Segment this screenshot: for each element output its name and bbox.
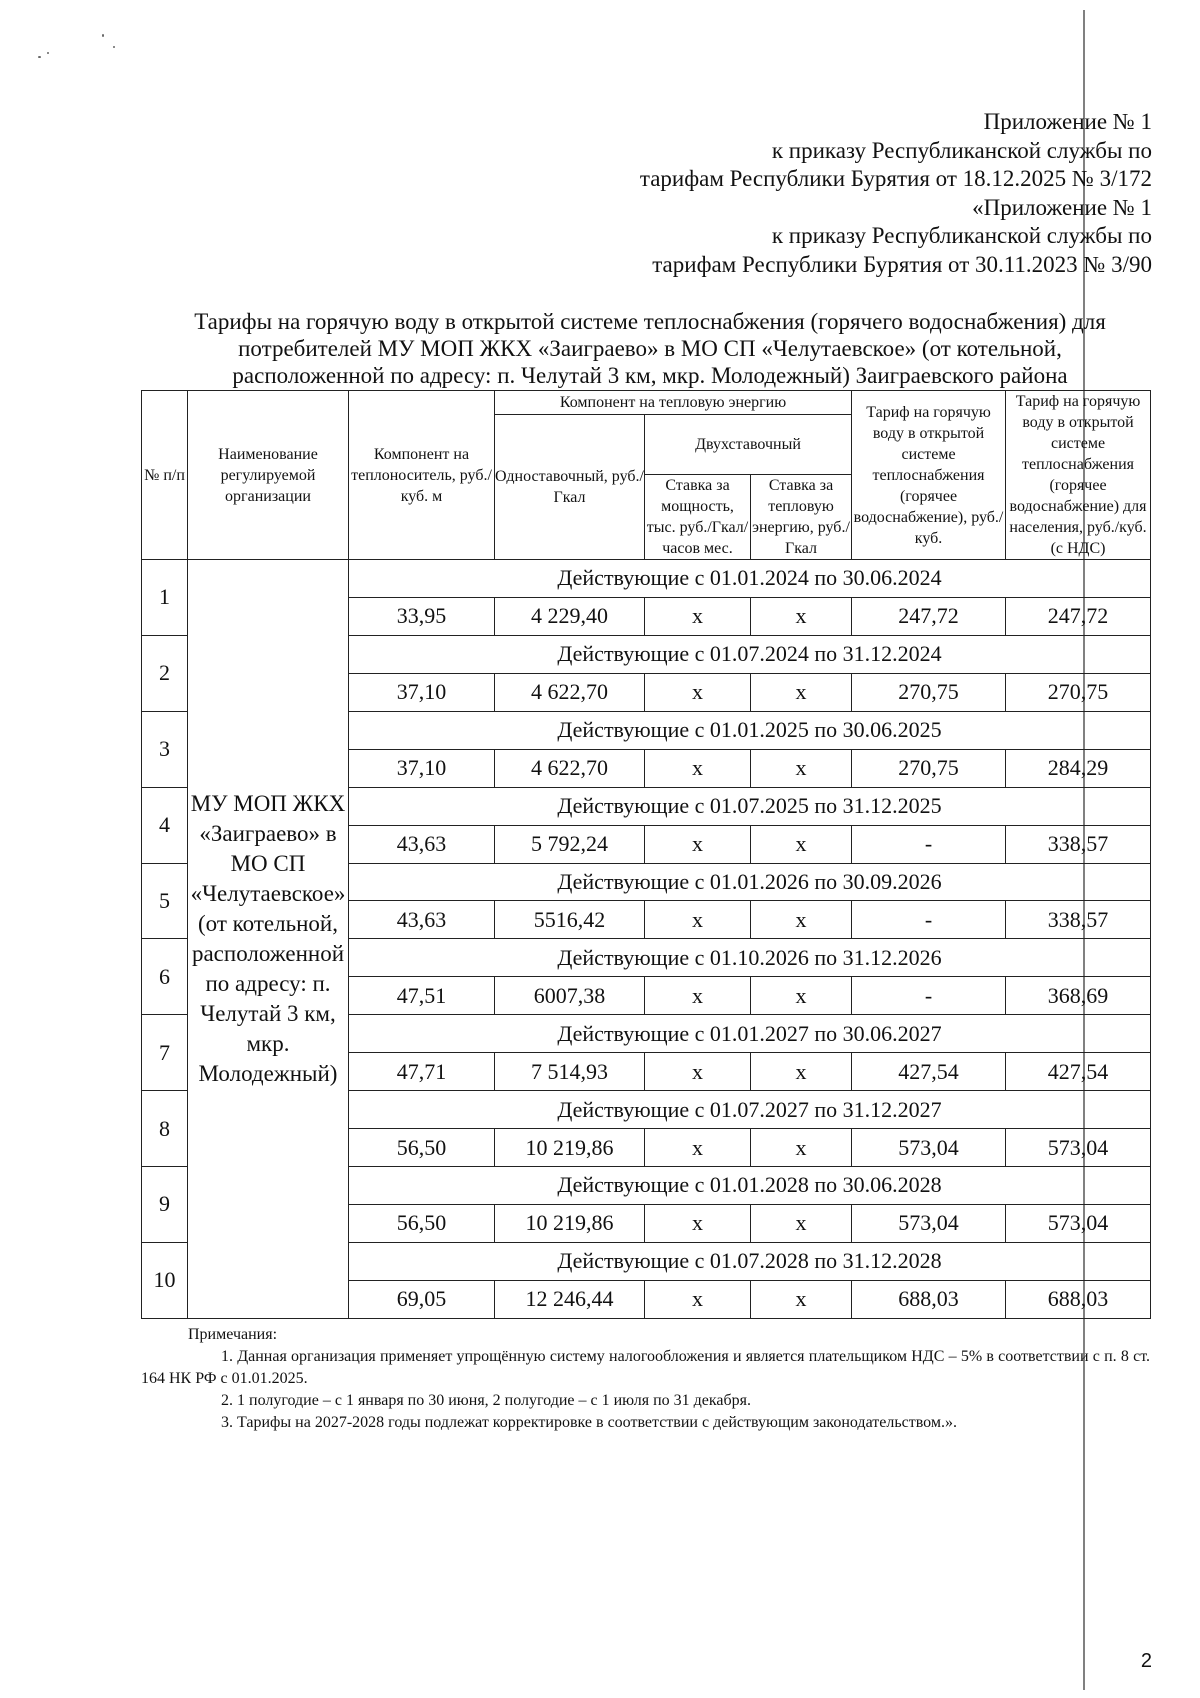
- cell-tariff-population: 284,29: [1006, 749, 1151, 787]
- cell-energy-rate: x: [751, 597, 852, 635]
- header-tariff: Тариф на горячую воду в открытой системе теплоснабжения (горячее водоснабжение), руб./куб.: [852, 391, 1006, 560]
- period-label: Действующие с 01.01.2024 по 30.06.2024: [349, 560, 1151, 598]
- cell-single-rate: 5516,42: [495, 901, 645, 939]
- cell-tariff: 247,72: [852, 597, 1006, 635]
- cell-tariff-population: 368,69: [1006, 977, 1151, 1015]
- cell-tariff-population: 573,04: [1006, 1204, 1151, 1242]
- row-number: 5: [142, 863, 188, 939]
- cell-tariff-population: 270,75: [1006, 673, 1151, 711]
- title-line: потребителей МУ МОП ЖКХ «Заиграево» в МО СП «Челутаевское» (от котельной,: [238, 336, 1062, 361]
- header-line: тарифам Республики Бурятия от 18.12.2025 № 3/172: [639, 166, 1152, 191]
- cell-tariff: -: [852, 901, 1006, 939]
- document-title: [150, 308, 1150, 389]
- note-item: 2. 1 полугодие – с 1 января по 30 июня, 2 полугодие – с 1 июля по 31 декабря.: [221, 1392, 752, 1409]
- row-number: 10: [142, 1242, 188, 1318]
- cell-carrier: 37,10: [349, 673, 495, 711]
- period-label: Действующие с 01.01.2026 по 30.09.2026: [349, 863, 1151, 901]
- cell-carrier: 33,95: [349, 597, 495, 635]
- row-number: 7: [142, 1015, 188, 1091]
- cell-single-rate: 4 229,40: [495, 597, 645, 635]
- cell-tariff-population: 338,57: [1006, 825, 1151, 863]
- cell-energy-rate: x: [751, 1204, 852, 1242]
- cell-tariff: 688,03: [852, 1280, 1006, 1318]
- cell-carrier: 56,50: [349, 1129, 495, 1167]
- period-label: Действующие с 01.01.2028 по 30.06.2028: [349, 1167, 1151, 1205]
- note-item: 3. Тарифы на 2027-2028 годы подлежат корректировке в соответствии с действующим законодательством.».: [221, 1414, 957, 1431]
- cell-single-rate: 5 792,24: [495, 825, 645, 863]
- cell-energy-rate: x: [751, 673, 852, 711]
- period-label: Действующие с 01.10.2026 по 31.12.2026: [349, 939, 1151, 977]
- cell-capacity-rate: x: [645, 1053, 751, 1091]
- header-energy-group: Компонент на тепловую энергию: [495, 391, 852, 415]
- cell-tariff-population: 573,04: [1006, 1129, 1151, 1167]
- row-number: 3: [142, 711, 188, 787]
- cell-capacity-rate: x: [645, 825, 751, 863]
- cell-energy-rate: x: [751, 825, 852, 863]
- row-number: 6: [142, 939, 188, 1015]
- header-two-rate: Двухставочный: [645, 415, 852, 475]
- cell-single-rate: 7 514,93: [495, 1053, 645, 1091]
- cell-capacity-rate: x: [645, 597, 751, 635]
- cell-tariff-population: 427,54: [1006, 1053, 1151, 1091]
- cell-tariff: -: [852, 977, 1006, 1015]
- tariff-table: [141, 390, 1151, 1319]
- scan-speck: [102, 34, 104, 37]
- header-line: Приложение № 1: [983, 109, 1152, 134]
- period-label: Действующие с 01.07.2027 по 31.12.2027: [349, 1091, 1151, 1129]
- row-number: 8: [142, 1091, 188, 1167]
- cell-tariff-population: 338,57: [1006, 901, 1151, 939]
- period-label: Действующие с 01.01.2027 по 30.06.2027: [349, 1015, 1151, 1053]
- header-line: к приказу Республиканской службы по: [771, 223, 1152, 248]
- cell-tariff-population: 247,72: [1006, 597, 1151, 635]
- cell-energy-rate: x: [751, 1129, 852, 1167]
- cell-single-rate: 4 622,70: [495, 749, 645, 787]
- header-org: Наименование регулируемой организации: [188, 391, 349, 560]
- header-line: «Приложение № 1: [972, 194, 1152, 220]
- cell-capacity-rate: x: [645, 1129, 751, 1167]
- cell-carrier: 43,63: [349, 901, 495, 939]
- notes-section: [141, 1324, 1150, 1434]
- cell-tariff: 427,54: [852, 1053, 1006, 1091]
- period-label: Действующие с 01.07.2028 по 31.12.2028: [349, 1242, 1151, 1280]
- cell-capacity-rate: x: [645, 673, 751, 711]
- cell-energy-rate: x: [751, 1280, 852, 1318]
- cell-energy-rate: x: [751, 901, 852, 939]
- period-label: Действующие с 01.07.2025 по 31.12.2025: [349, 787, 1151, 825]
- table-body: [142, 560, 1151, 1319]
- cell-capacity-rate: x: [645, 901, 751, 939]
- row-number: 4: [142, 787, 188, 863]
- cell-single-rate: 10 219,86: [495, 1204, 645, 1242]
- cell-tariff: 573,04: [852, 1129, 1006, 1167]
- cell-energy-rate: x: [751, 749, 852, 787]
- cell-capacity-rate: x: [645, 1280, 751, 1318]
- page-number: 2: [1140, 1650, 1152, 1672]
- cell-single-rate: 10 219,86: [495, 1129, 645, 1167]
- org-name: МУ МОП ЖКХ «Заиграево» в МО СП «Челутаевское» (от котельной, расположенной по адресу: п. Челутай 3 км, мкр. Молодежный): [188, 560, 349, 1319]
- cell-single-rate: 6007,38: [495, 977, 645, 1015]
- header-tariff-population: Тариф на горячую воду в открытой системе теплоснабжения (горячее водоснабжение) для населения, руб./куб. (с НДС): [1006, 391, 1151, 560]
- cell-tariff: 270,75: [852, 673, 1006, 711]
- cell-capacity-rate: x: [645, 977, 751, 1015]
- header-single-rate: Одноставочный, руб./Гкал: [495, 415, 645, 560]
- cell-carrier: 37,10: [349, 749, 495, 787]
- header-capacity-rate: Ставка за мощность, тыс. руб./Гкал/ часов мес.: [645, 475, 751, 560]
- cell-tariff: 573,04: [852, 1204, 1006, 1242]
- scan-speck: [38, 56, 41, 58]
- cell-tariff-population: 688,03: [1006, 1280, 1151, 1318]
- cell-carrier: 43,63: [349, 825, 495, 863]
- cell-capacity-rate: x: [645, 749, 751, 787]
- title-line: Тарифы на горячую воду в открытой системе теплоснабжения (горячего водоснабжения) для: [194, 309, 1106, 334]
- title-line: расположенной по адресу: п. Челутай 3 км, мкр. Молодежный) Заиграевского района: [232, 363, 1068, 388]
- row-number: 9: [142, 1167, 188, 1243]
- period-row: [142, 560, 1151, 598]
- cell-tariff: 270,75: [852, 749, 1006, 787]
- row-number: 2: [142, 635, 188, 711]
- row-number: 1: [142, 560, 188, 636]
- header-line: к приказу Республиканской службы по: [771, 137, 1152, 163]
- cell-energy-rate: x: [751, 1053, 852, 1091]
- cell-carrier: 47,51: [349, 977, 495, 1015]
- cell-carrier: 69,05: [349, 1280, 495, 1318]
- notes-title: Примечания:: [188, 1326, 278, 1343]
- header-energy-rate: Ставка за тепловую энергию, руб./Гкал: [751, 475, 852, 560]
- period-label: Действующие с 01.07.2024 по 31.12.2024: [349, 635, 1151, 673]
- cell-single-rate: 12 246,44: [495, 1280, 645, 1318]
- cell-single-rate: 4 622,70: [495, 673, 645, 711]
- document-header: [640, 108, 1152, 279]
- scan-speck: [113, 46, 115, 48]
- cell-carrier: 47,71: [349, 1053, 495, 1091]
- header-num: № п/п: [142, 391, 188, 560]
- cell-capacity-rate: x: [645, 1204, 751, 1242]
- scan-speck: [47, 52, 49, 54]
- header-line: тарифам Республики Бурятия от 30.11.2023 № 3/90: [652, 251, 1152, 277]
- cell-tariff: -: [852, 825, 1006, 863]
- cell-energy-rate: x: [751, 977, 852, 1015]
- header-carrier: Компонент на теплоноситель, руб./куб. м: [349, 391, 495, 560]
- period-label: Действующие с 01.01.2025 по 30.06.2025: [349, 711, 1151, 749]
- note-item: 1. Данная организация применяет упрощённую систему налогообложения и является плательщиком НДС – 5% в соответствии с п. 8 ст. 164 НК РФ с 01.01.2025.: [141, 1348, 1150, 1387]
- cell-carrier: 56,50: [349, 1204, 495, 1242]
